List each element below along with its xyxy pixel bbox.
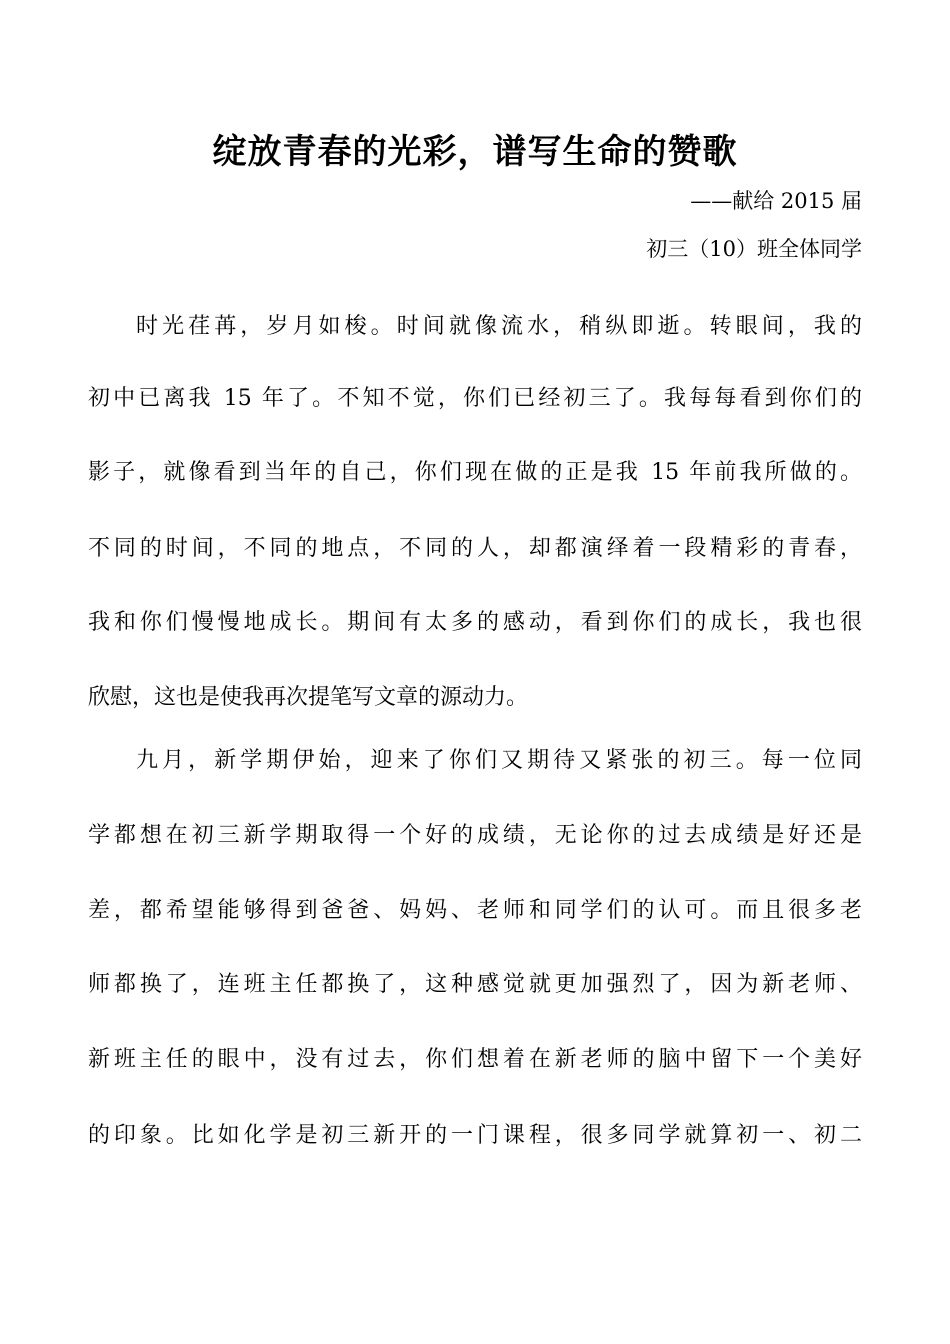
paragraph-2-line-3: 差，都希望能够得到爸爸、妈妈、老师和同学们的认可。而且很多老 bbox=[88, 898, 862, 923]
paragraph-2-line-2: 学都想在初三新学期取得一个好的成绩，无论你的过去成绩是好还是 bbox=[88, 823, 862, 848]
document-title: 绽放青春的光彩，谱写生命的赞歌 bbox=[212, 132, 738, 172]
paragraph-2-line-1: 九月，新学期伊始，迎来了你们又期待又紧张的初三。每一位同 bbox=[136, 748, 862, 773]
paragraph-1-line-4: 不同的时间，不同的地点，不同的人，却都演绎着一段精彩的青春， bbox=[88, 536, 862, 561]
paragraph-2-line-4: 师都换了，连班主任都换了，这种感觉就更加强烈了，因为新老师、 bbox=[88, 972, 862, 997]
paragraph-1-line-3: 影子，就像看到当年的自己，你们现在做的正是我 15 年前我所做的。 bbox=[88, 460, 862, 485]
paragraph-1-line-2: 初中已离我 15 年了。不知不觉，你们已经初三了。我每每看到你们的 bbox=[88, 386, 862, 411]
paragraph-2-line-6: 的印象。比如化学是初三新开的一门课程，很多同学就算初一、初二 bbox=[88, 1123, 862, 1148]
paragraph-2-line-5: 新班主任的眼中，没有过去，你们想着在新老师的脑中留下一个美好 bbox=[88, 1047, 862, 1072]
paragraph-1-line-1: 时光荏苒，岁月如梭。时间就像流水，稍纵即逝。转眼间，我的 bbox=[136, 314, 862, 339]
dedication-line-1: ——献给 2015 届 bbox=[690, 189, 862, 213]
dedication-line-2: 初三（10）班全体同学 bbox=[646, 237, 862, 261]
paragraph-1-line-5: 我和你们慢慢地成长。期间有太多的感动，看到你们的成长，我也很 bbox=[88, 610, 862, 635]
paragraph-1-line-6: 欣慰，这也是使我再次提笔写文章的源动力。 bbox=[88, 685, 529, 710]
